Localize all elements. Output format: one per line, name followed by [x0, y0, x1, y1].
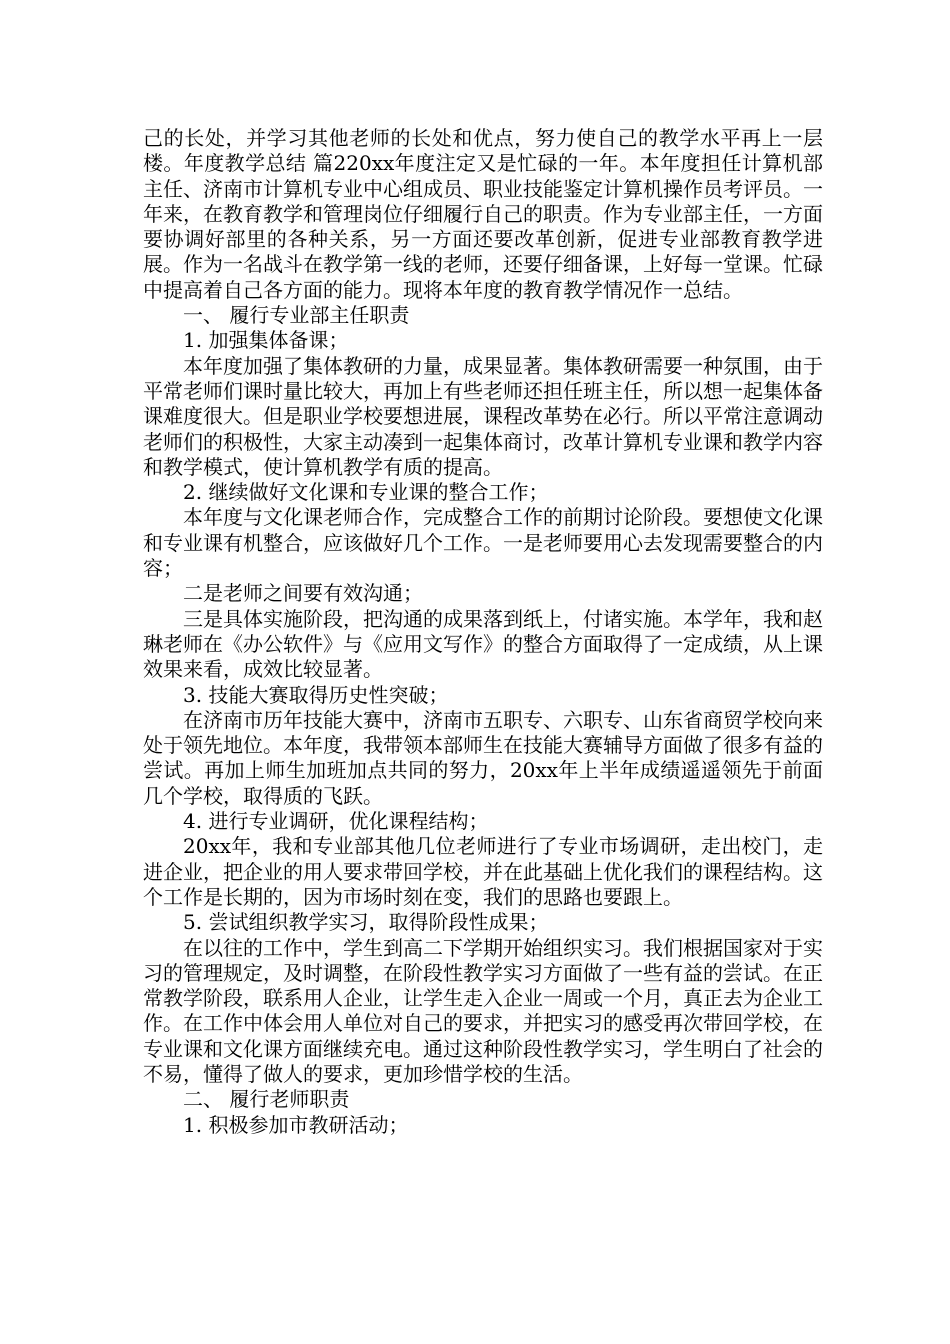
subheading-1-4: 4. 进行专业调研，优化课程结构； [183, 809, 489, 834]
paragraph-market-research: 20xx年，我和专业部其他几位老师进行了专业市场调研，走出校门，走进企业，把企业的用人要求带回学校，并在此基础上优化我们的课程结构。这个工作是长期的，因为市场时刻在变，我们的思路也要跟上。 [143, 834, 823, 909]
paragraph-skills-contest: 在济南市历年技能大赛中，济南市五职专、六职专、山东省商贸学校向来处于领先地位。本年度，我带领本部师生在技能大赛辅导方面做了很多有益的尝试。再加上师生加班加点共同的努力，20xx年上半年成绩遥遥领先于前面几个学校，取得质的飞跃。 [143, 707, 823, 808]
document-body [143, 126, 823, 1138]
subheading-1-5: 5. 尝试组织教学实习，取得阶段性成果； [183, 910, 549, 935]
section-heading-2: 二、 履行老师职责 [183, 1087, 350, 1112]
paragraph-integration: 本年度与文化课老师合作，完成整合工作的前期讨论阶段。要想使文化课和专业课有机整合，应该做好几个工作。一是老师要用心去发现需要整合的内容； [143, 505, 823, 581]
paragraph-internship: 在以往的工作中，学生到高二下学期开始组织实习。我们根据国家对于实习的管理规定，及时调整，在阶段性教学实习方面做了一些有益的尝试。在正常教学阶段，联系用人企业，让学生走入企业一周或一个月，真正去为企业工作。在工作中体会用人单位对自己的要求，并把实习的感受再次带回学校，在专业课和文化课方面继续充电。通过这种阶段性教学实习，学生明白了社会的不易，懂得了做人的要求，更加珍惜学校的生活。 [143, 935, 823, 1086]
paragraph-communication: 二是老师之间要有效沟通； [183, 581, 423, 606]
section-heading-1: 一、 履行专业部主任职责 [183, 303, 410, 328]
subheading-1-1: 1. 加强集体备课； [183, 328, 349, 353]
subheading-1-3: 3. 技能大赛取得历史性突破； [183, 682, 449, 707]
paragraph-collective-lesson-prep: 本年度加强了集体教研的力量，成果显著。集体教研需要一种氛围，由于平常老师们课时量比较大，再加上有些老师还担任班主任，所以想一起集体备课难度很大。但是职业学校要想进展，课程改革势在必行。所以平常注意调动老师们的积极性，大家主动凑到一起集体商讨，改革计算机专业课和教学内容和教学模式，使计算机教学有质的提高。 [143, 353, 823, 479]
subheading-1-2: 2. 继续做好文化课和专业课的整合工作； [183, 480, 549, 505]
paragraph-implementation: 三是具体实施阶段，把沟通的成果落到纸上，付诸实施。本学年，我和赵琳老师在《办公软件》与《应用文写作》的整合方面取得了一定成绩，从上课效果来看，成效比较显著。 [143, 606, 823, 682]
paragraph-intro: 己的长处，并学习其他老师的长处和优点，努力使自己的教学水平再上一层楼。年度教学总结 篇220xx年度注定又是忙碌的一年。本年度担任计算机部主任、济南市计算机专业中心组成员、职业技能鉴定计算机操作员考评员。一年来，在教育教学和管理岗位仔细履行自己的职责。作为专业部主任，一方面要协调好部里的各种关系，另一方面还要改革创新，促进专业部教育教学进展。作为一名战斗在教学第一线的老师，还要仔细备课，上好每一堂课。忙碌中提高着自己各方面的能力。现将本年度的教育教学情况作一总结。 [143, 126, 823, 302]
subheading-2-1: 1. 积极参加市教研活动； [183, 1112, 409, 1137]
